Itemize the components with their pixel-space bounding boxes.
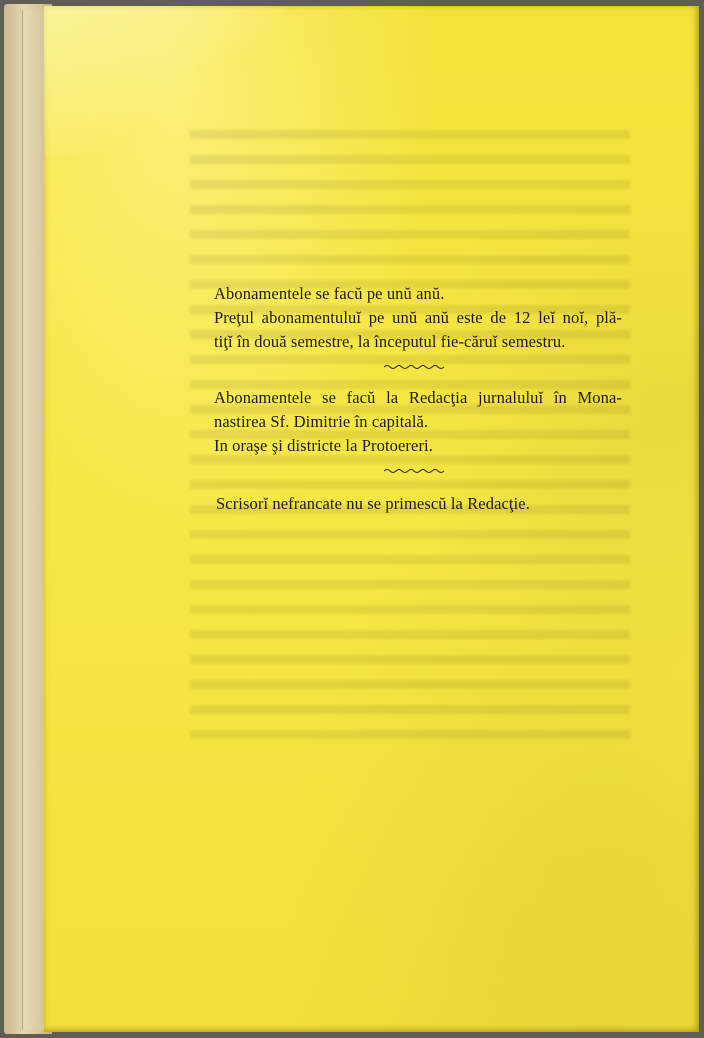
unstamped-letters-line: Scrisorĭ nefrancate nu se primescŭ la Redacţie. bbox=[216, 494, 530, 513]
page-edge-inner bbox=[22, 10, 45, 1030]
divider-ornament-1 bbox=[384, 364, 446, 370]
payment-terms-line: tiţĭ în două semestre, la începutul fie-căruĭ semestru. bbox=[214, 332, 566, 351]
subscription-period-line: Abonamentele se facŭ pe unŭ anŭ. bbox=[214, 284, 445, 303]
districts-line: In oraşe şi districte la Protoereri. bbox=[214, 436, 433, 455]
subscription-office-line: Abonamentele se facŭ la Redacţia jurnaluluĭ în Mona- bbox=[214, 388, 622, 407]
subscription-price-line: Preţul abonamentuluĭ pe unŭ anŭ este de 12 leĭ noĭ, plă- bbox=[214, 308, 622, 327]
monastery-address-line: nastirea Sf. Dimitrie în capitală. bbox=[214, 412, 429, 431]
divider-ornament-2 bbox=[384, 468, 446, 474]
